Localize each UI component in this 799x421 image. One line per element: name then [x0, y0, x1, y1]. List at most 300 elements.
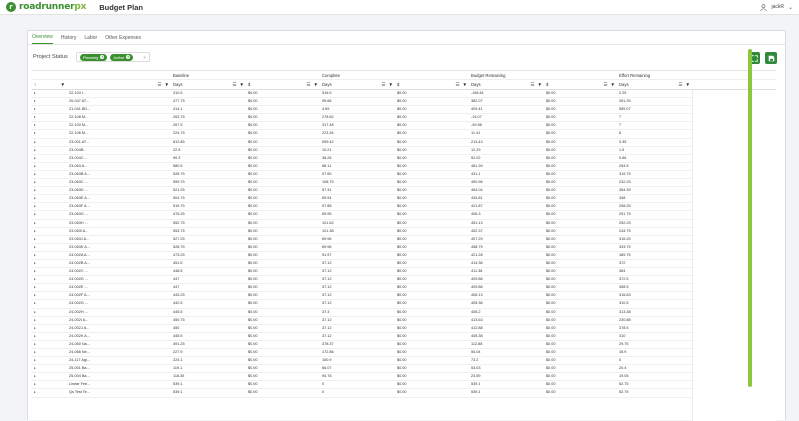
- table-cell: 447: [173, 285, 180, 290]
- save-button[interactable]: [765, 52, 777, 64]
- table-cell: $0.00: [397, 260, 407, 265]
- expand-arrow-icon[interactable]: ▸: [34, 123, 36, 128]
- table-row[interactable]: [32, 260, 776, 268]
- expand-row-cell[interactable]: [32, 90, 67, 97]
- expand-row-cell[interactable]: [32, 147, 67, 154]
- table-row[interactable]: [32, 90, 776, 98]
- expand-row-cell[interactable]: [32, 357, 67, 364]
- expand-row-cell[interactable]: [32, 220, 67, 227]
- expand-row-cell[interactable]: [32, 228, 67, 235]
- table-cell: 409.88: [471, 277, 483, 282]
- table-cell: $0.00: [546, 212, 556, 217]
- vertical-scrollbar[interactable]: [748, 49, 752, 387]
- col-baseline-days[interactable]: Days ☰ ▼: [173, 82, 244, 87]
- table-cell: $0.00: [248, 228, 258, 233]
- table-row[interactable]: [32, 147, 776, 155]
- table-row[interactable]: [32, 365, 776, 373]
- table-row[interactable]: [32, 333, 776, 341]
- table-cell: 230.88: [619, 317, 631, 322]
- table-row[interactable]: [32, 276, 776, 284]
- expand-row-cell[interactable]: [32, 260, 67, 267]
- expand-arrow-icon[interactable]: ▸: [34, 244, 36, 249]
- table-cell: $0.00: [248, 374, 258, 379]
- col-budget-remaining-cost[interactable]: $ ☰ ▼: [546, 82, 615, 87]
- table-row[interactable]: [32, 309, 776, 317]
- table-cell: $0.00: [397, 204, 407, 209]
- expand-arrow-icon[interactable]: ▸: [34, 366, 36, 371]
- table-cell: 0: [322, 390, 325, 395]
- table-cell: 414.1: [173, 107, 183, 112]
- expand-arrow-icon[interactable]: ▸: [34, 115, 36, 120]
- table-row[interactable]: [32, 357, 776, 365]
- table-cell: $0.00: [248, 382, 258, 387]
- table-cell: 434.81: [471, 196, 483, 201]
- expand-row-cell[interactable]: [32, 252, 67, 259]
- project-name-cell: 23-063J A...: [69, 236, 90, 241]
- table-row[interactable]: [32, 122, 776, 130]
- column-menu-icon[interactable]: ☰: [455, 82, 460, 87]
- expand-arrow-icon[interactable]: ▸: [34, 309, 36, 314]
- table-cell: 316.83: [619, 293, 631, 298]
- table-row[interactable]: [32, 252, 776, 260]
- expand-arrow-icon[interactable]: ▸: [34, 350, 36, 354]
- group-budget-remaining: Budget Remaining: [471, 73, 506, 78]
- filter-icon[interactable]: ▼: [388, 82, 393, 87]
- filter-icon[interactable]: ▼: [60, 82, 65, 87]
- expand-arrow-icon[interactable]: ▸: [34, 293, 36, 298]
- table-cell: $0.00: [397, 333, 407, 338]
- expand-row-cell[interactable]: [32, 325, 67, 332]
- expand-row-cell[interactable]: [32, 300, 67, 307]
- project-name-cell: 24-002C ...: [69, 269, 88, 274]
- table-cell: $0.00: [248, 277, 258, 282]
- clear-icon[interactable]: ×: [143, 54, 146, 60]
- column-menu-icon[interactable]: ☰: [381, 82, 386, 87]
- expand-arrow-icon[interactable]: ▸: [34, 139, 36, 144]
- expand-arrow-icon[interactable]: ▸: [34, 163, 36, 168]
- table-cell: 12.29: [471, 147, 481, 152]
- logo-text: roadrunnerpx: [19, 2, 87, 12]
- table-row[interactable]: [32, 300, 776, 308]
- expand-row-cell[interactable]: [32, 179, 67, 186]
- expand-row-cell[interactable]: [32, 122, 67, 129]
- filter-icon[interactable]: ▼: [239, 82, 244, 87]
- expand-row-cell[interactable]: [32, 349, 67, 356]
- expand-arrow-icon[interactable]: ▸: [34, 107, 36, 112]
- expand-arrow-icon[interactable]: ▸: [34, 252, 36, 257]
- expand-arrow-icon[interactable]: ▸: [34, 285, 36, 290]
- table-cell: 73.2: [471, 358, 479, 363]
- table-cell: 108.79: [322, 180, 334, 185]
- project-header[interactable]: [67, 80, 171, 89]
- expand-arrow-icon[interactable]: ▸: [34, 333, 36, 338]
- expand-arrow-icon[interactable]: ▸: [34, 228, 36, 233]
- expand-row-cell[interactable]: [32, 163, 67, 170]
- table-cell: $0.00: [546, 317, 556, 322]
- budget-grid: [32, 70, 776, 421]
- table-cell: $0.00: [248, 333, 258, 338]
- expand-row-cell[interactable]: [32, 309, 67, 316]
- table-row[interactable]: [32, 130, 776, 138]
- table-cell: 539.1: [471, 382, 481, 387]
- table-cell: 555.07: [619, 107, 631, 112]
- expand-arrow-icon[interactable]: ▸: [34, 236, 36, 241]
- table-cell: 232.25: [619, 180, 631, 185]
- table-cell: $0.00: [248, 171, 258, 176]
- expand-row-cell[interactable]: [32, 139, 67, 146]
- table-cell: $0.00: [248, 188, 258, 193]
- expand-arrow-icon[interactable]: ▸: [34, 196, 36, 201]
- expand-arrow-icon[interactable]: ▸: [34, 147, 36, 152]
- table-cell: 119.1: [173, 366, 183, 371]
- table-cell: $0.00: [546, 301, 556, 306]
- table-cell: $0.00: [546, 204, 556, 209]
- table-row[interactable]: [32, 341, 776, 349]
- table-cell: $0.00: [397, 123, 407, 128]
- expand-arrow-icon[interactable]: ▸: [34, 212, 36, 217]
- status-chip-planning[interactable]: Planning ×: [80, 54, 108, 61]
- expand-row-cell[interactable]: [32, 130, 67, 137]
- table-row[interactable]: [32, 244, 776, 252]
- table-row[interactable]: [32, 203, 776, 211]
- table-cell: $0.00: [546, 333, 556, 338]
- table-cell: $0.00: [546, 188, 556, 193]
- expand-arrow-icon[interactable]: ▸: [34, 131, 36, 136]
- expand-arrow-icon[interactable]: ▸: [34, 188, 36, 193]
- table-cell: $0.00: [397, 269, 407, 274]
- col-effort-remaining-days[interactable]: Days ☰ ▼: [619, 82, 690, 87]
- expand-arrow-icon[interactable]: ▸: [34, 301, 36, 306]
- expand-row-cell[interactable]: [32, 373, 67, 380]
- table-row[interactable]: [32, 163, 776, 171]
- project-name-cell: 23-063F A...: [69, 204, 90, 209]
- filter-icon[interactable]: ▼: [537, 82, 542, 87]
- table-cell: $0.00: [546, 163, 556, 168]
- sort-header[interactable]: [32, 80, 67, 89]
- table-cell: 69.95: [322, 212, 332, 217]
- chip-remove-icon[interactable]: ×: [101, 55, 104, 59]
- column-menu-icon[interactable]: ☰: [603, 82, 608, 87]
- expand-row-cell[interactable]: [32, 211, 67, 218]
- user-menu[interactable]: [760, 4, 793, 11]
- table-row[interactable]: [32, 381, 776, 389]
- sort-icon: ↑: [34, 82, 37, 87]
- table-cell: $0.00: [546, 366, 556, 371]
- table-cell: 448.5: [173, 269, 183, 274]
- table-cell: $0.00: [546, 293, 556, 298]
- expand-arrow-icon[interactable]: ▸: [34, 204, 36, 209]
- project-name-cell: 24-002I A...: [69, 317, 89, 322]
- table-cell: 213.43: [471, 139, 483, 144]
- column-menu-icon[interactable]: ☰: [306, 82, 311, 87]
- table-cell: 94.76: [322, 374, 332, 379]
- tab-overview[interactable]: Overview: [32, 34, 53, 44]
- user-name: jackR: [771, 4, 784, 10]
- table-cell: 53.03: [471, 366, 481, 371]
- col-complete-days[interactable]: Days ☰ ▼: [322, 82, 393, 87]
- table-cell: $0.00: [397, 171, 407, 176]
- table-cell: 491.25: [173, 341, 185, 346]
- table-cell: $0.00: [546, 220, 556, 225]
- table-cell: $0.00: [248, 107, 258, 112]
- expand-row-cell[interactable]: [32, 317, 67, 324]
- table-cell: $0.00: [546, 309, 556, 314]
- table-cell: $0.00: [397, 212, 407, 217]
- table-cell: 348: [619, 196, 626, 201]
- table-cell: $0.00: [397, 277, 407, 282]
- expand-row-cell[interactable]: [32, 268, 67, 275]
- expand-row-cell[interactable]: [32, 203, 67, 210]
- expand-arrow-icon[interactable]: ▸: [34, 341, 36, 346]
- table-cell: 411.38: [471, 269, 483, 274]
- project-name-cell: 24-060 Na...: [69, 341, 90, 346]
- expand-arrow-icon[interactable]: ▸: [34, 260, 36, 265]
- table-cell: $0.00: [397, 107, 407, 112]
- tab-other-expenses[interactable]: Other Expenses: [105, 35, 142, 41]
- table-row[interactable]: [32, 349, 776, 357]
- filter-icon[interactable]: ▼: [164, 82, 169, 87]
- table-row[interactable]: [32, 139, 776, 147]
- column-menu-icon[interactable]: ☰: [157, 82, 162, 87]
- table-cell: $0.00: [546, 277, 556, 282]
- table-row[interactable]: [32, 106, 776, 114]
- table-cell: 52.75: [619, 390, 629, 395]
- expand-row-cell[interactable]: [32, 236, 67, 243]
- table-cell: 37.12: [322, 301, 332, 306]
- expand-row-cell[interactable]: [32, 365, 67, 372]
- expand-row-cell[interactable]: [32, 333, 67, 340]
- table-row[interactable]: [32, 325, 776, 333]
- expand-row-cell[interactable]: [32, 284, 67, 291]
- table-cell: 413.63: [471, 317, 483, 322]
- table-row[interactable]: [32, 317, 776, 325]
- expand-row-cell[interactable]: [32, 244, 67, 251]
- expand-arrow-icon[interactable]: ▸: [34, 155, 36, 160]
- table-cell: 414.38: [471, 260, 483, 265]
- expand-arrow-icon[interactable]: ▸: [34, 171, 36, 176]
- table-cell: 23.59: [471, 374, 481, 379]
- table-cell: 553.75: [173, 228, 185, 233]
- group-baseline: Baseline: [173, 73, 190, 78]
- table-row[interactable]: [32, 155, 776, 163]
- table-cell: 52.75: [619, 382, 629, 387]
- expand-arrow-icon[interactable]: ▸: [34, 358, 36, 363]
- table-cell: $0.00: [546, 171, 556, 176]
- table-cell: 224.75: [173, 131, 185, 136]
- table-row[interactable]: [32, 220, 776, 228]
- column-menu-icon[interactable]: ☰: [530, 82, 535, 87]
- table-cell: 315.75: [619, 171, 631, 176]
- expand-row-cell[interactable]: [32, 155, 67, 162]
- table-cell: 224.1: [173, 358, 183, 363]
- table-cell: 372.5: [619, 277, 629, 282]
- status-chip-active[interactable]: Active ×: [110, 54, 133, 61]
- expand-arrow-icon[interactable]: ▸: [34, 180, 36, 185]
- filter-icon[interactable]: ▼: [313, 82, 318, 87]
- expand-row-cell[interactable]: [32, 389, 67, 396]
- table-cell: $0.00: [397, 139, 407, 144]
- tab-labor[interactable]: Labor: [84, 35, 98, 41]
- table-cell: $0.00: [546, 358, 556, 363]
- table-row[interactable]: [32, 292, 776, 300]
- expand-arrow-icon[interactable]: ▸: [34, 374, 36, 379]
- table-cell: 442.5: [173, 301, 183, 306]
- table-cell: 443.25: [173, 293, 185, 298]
- expand-row-cell[interactable]: [32, 187, 67, 194]
- table-cell: 298.25: [619, 204, 631, 209]
- table-cell: 37.12: [322, 293, 332, 298]
- expand-arrow-icon[interactable]: ▸: [34, 91, 36, 95]
- project-name-cell: 23-063H ...: [69, 220, 88, 225]
- logo[interactable]: [6, 2, 86, 12]
- project-name-cell: 23-063K A...: [69, 244, 90, 249]
- table-cell: 101.62: [322, 220, 334, 225]
- project-name-cell: 24-002G ...: [69, 301, 88, 306]
- grid-empty-area: [692, 90, 776, 421]
- table-cell: 313.38: [619, 309, 631, 314]
- tab-history[interactable]: History: [60, 35, 77, 41]
- project-name-cell: 24-002E ...: [69, 285, 88, 290]
- expand-arrow-icon[interactable]: ▸: [34, 99, 36, 104]
- project-name-cell: 23-004C...: [69, 155, 87, 160]
- table-cell: 354.39: [619, 188, 631, 193]
- filter-icon[interactable]: ▼: [610, 82, 615, 87]
- project-name-cell: 23-063D ...: [69, 188, 88, 193]
- table-cell: 11.41: [471, 131, 481, 136]
- col-baseline-cost[interactable]: $ ☰ ▼: [248, 82, 318, 87]
- project-name-cell: Qs Test Te...: [69, 390, 90, 395]
- status-label: Project Status: [33, 54, 68, 60]
- expand-arrow-icon[interactable]: ▸: [34, 220, 36, 225]
- project-name-cell: 22-100 M...: [69, 123, 89, 128]
- expand-arrow-icon[interactable]: ▸: [34, 390, 36, 395]
- table-row[interactable]: [32, 195, 776, 203]
- table-cell: 7: [619, 115, 622, 120]
- table-row[interactable]: [32, 268, 776, 276]
- table-row[interactable]: [32, 171, 776, 179]
- table-cell: $0.00: [397, 99, 407, 104]
- table-row[interactable]: [32, 114, 776, 122]
- expand-row-cell[interactable]: [32, 98, 67, 105]
- table-cell: 599.75: [173, 180, 185, 185]
- expand-row-cell[interactable]: [32, 106, 67, 113]
- table-cell: $0.00: [546, 382, 556, 387]
- table-cell: $0.00: [546, 269, 556, 274]
- table-row[interactable]: [32, 228, 776, 236]
- table-cell: 516.5: [322, 91, 332, 95]
- table-cell: 452.37: [471, 228, 483, 233]
- table-cell: 431.1: [471, 171, 481, 176]
- col-budget-remaining-days[interactable]: Days ☰ ▼: [471, 82, 542, 87]
- grid-group-header: [32, 71, 776, 80]
- project-name-cell: 25-004 Ba...: [69, 374, 90, 379]
- table-cell: $0.00: [546, 350, 556, 354]
- table-cell: $0.00: [248, 212, 258, 217]
- project-name-cell: 23-063G ...: [69, 212, 88, 217]
- table-cell: 37.12: [322, 325, 332, 330]
- table-cell: $0.00: [248, 325, 258, 330]
- table-cell: 310.5: [619, 301, 629, 306]
- table-cell: 51.97: [322, 252, 332, 257]
- chip-remove-icon[interactable]: ×: [127, 55, 130, 59]
- project-name-cell: 23-063C ...: [69, 180, 88, 185]
- table-cell: $0.00: [397, 155, 407, 160]
- table-cell: 267.5: [173, 123, 183, 128]
- table-row[interactable]: [32, 211, 776, 219]
- table-cell: -15.07: [471, 115, 482, 120]
- table-row[interactable]: [32, 236, 776, 244]
- filter-icon[interactable]: ▼: [685, 82, 690, 87]
- table-row[interactable]: [32, 284, 776, 292]
- table-cell: 7: [619, 123, 622, 128]
- table-cell: 421.28: [471, 252, 483, 257]
- expand-arrow-icon[interactable]: ▸: [34, 325, 36, 330]
- col-complete-cost[interactable]: $ ☰ ▼: [397, 82, 467, 87]
- expand-row-cell[interactable]: [32, 381, 67, 388]
- table-cell: $0.00: [397, 147, 407, 152]
- column-menu-icon[interactable]: ☰: [232, 82, 237, 87]
- table-cell: 358.5: [619, 285, 629, 290]
- table-cell: 378.37: [322, 341, 334, 346]
- expand-arrow-icon[interactable]: ▸: [34, 382, 36, 387]
- expand-row-cell[interactable]: [32, 292, 67, 299]
- expand-arrow-icon[interactable]: ▸: [34, 277, 36, 282]
- table-row[interactable]: [32, 98, 776, 106]
- table-cell: $0.00: [397, 382, 407, 387]
- table-cell: 263.75: [173, 115, 185, 120]
- table-cell: 316.25: [619, 236, 631, 241]
- expand-row-cell[interactable]: [32, 341, 67, 348]
- expand-row-cell[interactable]: [32, 171, 67, 178]
- top-bar: [0, 0, 799, 15]
- table-cell: 227.9: [173, 350, 183, 354]
- column-menu-icon[interactable]: ☰: [678, 82, 683, 87]
- status-multiselect[interactable]: [76, 52, 150, 62]
- table-row[interactable]: [32, 373, 776, 381]
- table-cell: 294.5: [619, 163, 629, 168]
- table-cell: 450: [173, 325, 180, 330]
- grid-body: [32, 90, 776, 398]
- table-cell: $0.00: [248, 155, 258, 160]
- table-cell: 421.87: [471, 204, 483, 209]
- table-cell: $0.00: [397, 163, 407, 168]
- project-name-cell: 22-108 M...: [69, 115, 89, 120]
- filter-icon[interactable]: ▼: [462, 82, 467, 87]
- table-cell: $0.00: [397, 196, 407, 201]
- table-row[interactable]: [32, 389, 776, 397]
- table-cell: 445.5: [173, 333, 183, 338]
- table-cell: $0.00: [546, 341, 556, 346]
- table-cell: 539.1: [471, 390, 481, 395]
- save-icon: [768, 55, 775, 62]
- expand-row-cell[interactable]: [32, 276, 67, 283]
- table-cell: 90.3: [173, 155, 181, 160]
- table-row[interactable]: [32, 179, 776, 187]
- table-cell: 481.39: [471, 163, 483, 168]
- table-cell: $0.00: [248, 163, 258, 168]
- expand-arrow-icon[interactable]: ▸: [34, 269, 36, 274]
- user-icon: [760, 4, 767, 11]
- table-cell: 406.13: [471, 293, 483, 298]
- expand-row-cell[interactable]: [32, 114, 67, 121]
- table-cell: 88.11: [322, 163, 332, 168]
- expand-row-cell[interactable]: [32, 195, 67, 202]
- expand-arrow-icon[interactable]: ▸: [34, 317, 36, 322]
- project-name-cell: 24-002F A...: [69, 293, 90, 298]
- table-row[interactable]: [32, 187, 776, 195]
- status-filter-row: [28, 50, 785, 64]
- table-cell: $0.00: [546, 196, 556, 201]
